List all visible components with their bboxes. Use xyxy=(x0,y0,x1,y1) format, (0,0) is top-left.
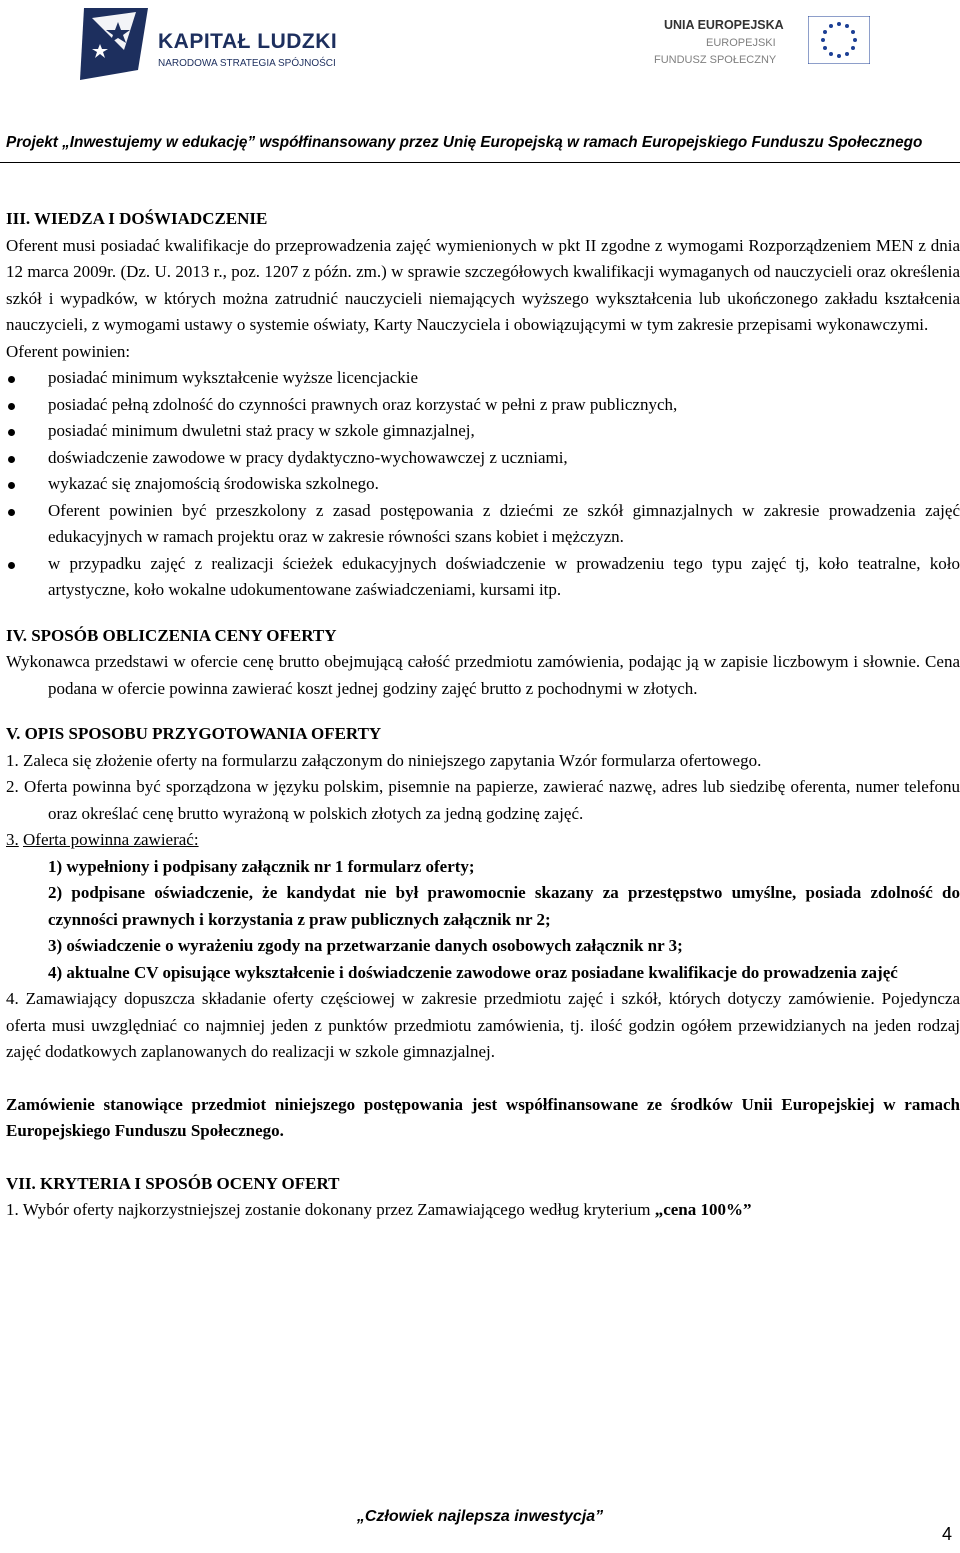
eu-logo xyxy=(640,12,900,82)
section-5-item-4: 4. Zamawiający dopuszcza składanie oferty częściowej w zakresie przedmiotu zajęć i szkół, których dotyczy zamówienie. Pojedyncza oferta musi uwzględniać co najmniej jeden z punktów przedmiotu zamówienia, tj. ilość godzin ogółem przewidzianych na jeden rodzaj zajęć dodatkowych zaplanowanych do realizacji w szkole gimnazjalnej. xyxy=(6,989,960,1061)
section-4-paragraph: Wykonawca przedstawi w ofercie cenę brutto obejmującą całość przedmiotu zamówienia, podając ją w zapisie liczbowym i słownie. Cena podana w ofercie powinna zawierać koszt jednej godziny zajęć brutto z pochodnymi w złotych. xyxy=(6,652,960,698)
section-3-lead: Oferent powinien: xyxy=(6,341,131,361)
eu-fund-line2: FUNDUSZ SPOŁECZNY xyxy=(654,54,777,66)
eu-flag-icon xyxy=(808,16,870,64)
section-5-item-2: 2. Oferta powinna być sporządzona w języku polskim, pisemnie na papierze, zawierać nazwę, adres lub siedzibę oferenta, numer telefonu oraz określać cenę brutto wyrażoną w polskich złotych za jedną godzinę zajęć. xyxy=(6,777,960,823)
sub-item: 1) wypełniony i podpisany załącznik nr 1 formularz oferty; xyxy=(48,856,475,876)
document-body xyxy=(6,206,960,1224)
page-number: 4 xyxy=(941,1524,952,1544)
list-item: posiadać minimum dwuletni staż pracy w szkole gimnazjalnej, xyxy=(6,418,960,445)
section-3-paragraph: Oferent musi posiadać kwalifikacje do przeprowadzenia zajęć wymienionych w pkt II zgodne z wymogami Rozporządzeniem MEN z dnia 12 marca 2009r. (Dz. U. 2013 r., poz. 1207 z późn. zm.) w sprawie szczegółowych kwalifikacji wymaganych od nauczycieli oraz określenia szkół i wypadków, w których można zatrudnić nauczycieli niemających wyższego wykształcenia lub ukończonego zakładu kształcenia nauczycieli, z wymogami ustawy o systemie oświaty, Karty Nauczyciela i obowiązującymi w tym zakresie przepisami wykonawczymi. xyxy=(6,235,960,334)
kapital-ludzki-logo xyxy=(78,4,378,86)
eu-fund-line1: EUROPEJSKI xyxy=(706,37,776,49)
cofinancing-note: Zamówienie stanowiące przedmiot niniejszego postępowania jest współfinansowane ze środków Unii Europejskiej w ramach Europejskiego Funduszu Społecznego. xyxy=(6,1094,960,1140)
list-item: doświadczenie zawodowe w pracy dydaktyczno-wychowawczej z uczniami, xyxy=(6,445,960,472)
list-item: Oferent powinien być przeszkolony z zasad postępowania z dziećmi ze szkół gimnazjalnych w zakresie prowadzenia zajęć edukacyjnych w ramach projektu oraz w zakresie równości szans kobiet i mężczyzn. xyxy=(6,498,960,551)
logo-left-title: KAPITAŁ LUDZKI xyxy=(158,30,338,53)
sub-item: 2) podpisane oświadczenie, że kandydat nie był prawomocnie skazany za przestępstwo umyślne, posiada zdolność do czynności prawnych i korzystania z praw publicznych załącznik nr 2; xyxy=(48,883,960,929)
section-7-item-1 xyxy=(6,1197,960,1224)
section-5-item-3 xyxy=(6,827,960,854)
list-item: posiadać pełną zdolność do czynności prawnych oraz korzystać w pełni z praw publicznych, xyxy=(6,392,960,419)
list-item: posiadać minimum wykształcenie wyższe licencjackie xyxy=(6,365,960,392)
list-item: w przypadku zajęć z realizacji ścieżek edukacyjnych doświadczenie w prowadzeniu tego typu zajęć tj, koło teatralne, koło artystyczne, koło wokalne udokumentowane zaświadczeniami, kursami itp. xyxy=(6,551,960,604)
logo-left-subtitle: NARODOWA STRATEGIA SPÓJNOŚCI xyxy=(158,58,336,69)
section-7-item-1-text: 1. Wybór oferty najkorzystniejszej zostanie dokonany przez Zamawiającego według kryterium xyxy=(6,1200,651,1219)
section-3-heading: III. WIEDZA I DOŚWIADCZENIE xyxy=(6,209,268,228)
list-item: wykazać się znajomością środowiska szkolnego. xyxy=(6,471,960,498)
section-5-item-3-number: 3. xyxy=(6,830,19,849)
footer-slogan: „Człowiek najlepsza inwestycja” xyxy=(356,1508,604,1525)
section-7-item-1-criterion: „cena 100%” xyxy=(654,1200,752,1219)
requirements-list xyxy=(6,365,960,604)
header-divider xyxy=(0,162,960,163)
section-5-item-1: 1. Zaleca się złożenie oferty na formularzu załączonym do niniejszego zapytania Wzór formularza ofertowego. xyxy=(6,750,762,770)
sub-item: 4) aktualne CV opisujące wykształcenie i doświadczenie zawodowe oraz posiadane kwalifikacje do prowadzenia zajęć xyxy=(48,962,898,982)
section-5-heading: V. OPIS SPOSOBU PRZYGOTOWANIA OFERTY xyxy=(6,724,382,743)
section-4-heading: IV. SPOSÓB OBLICZENIA CENY OFERTY xyxy=(6,625,337,645)
section-7-heading: VII. KRYTERIA I SPOSÓB OCENY OFERT xyxy=(6,1173,340,1193)
project-title-line: Projekt „Inwestujemy w edukację” współfinansowany przez Unię Europejską w ramach Europejskiego Funduszu Społecznego xyxy=(6,134,923,151)
sub-item: 3) oświadczenie o wyrażeniu zgody na przetwarzanie danych osobowych załącznik nr 3; xyxy=(48,936,683,955)
eu-title: UNIA EUROPEJSKA xyxy=(664,18,784,32)
section-5-item-3-label: Oferta powinna zawierać: xyxy=(23,830,199,849)
